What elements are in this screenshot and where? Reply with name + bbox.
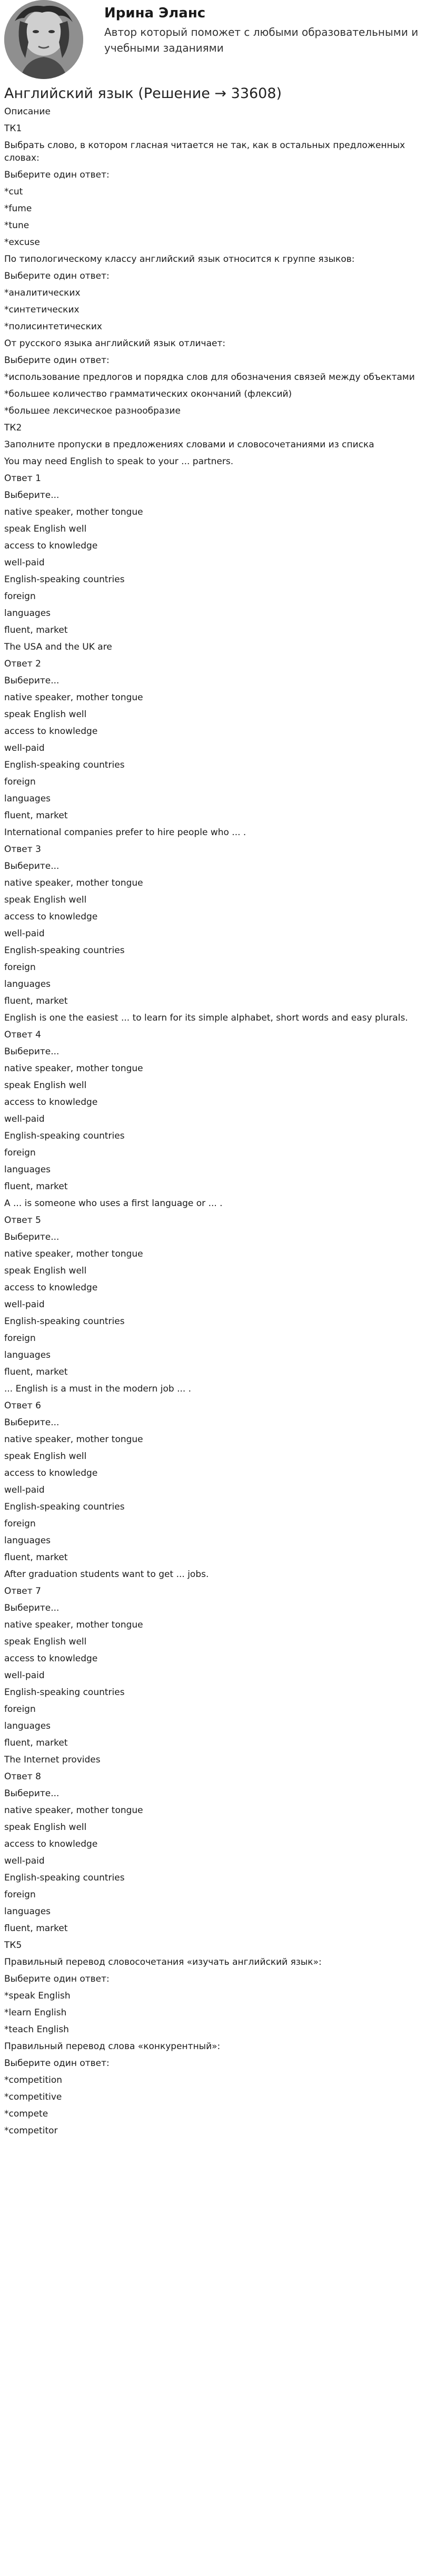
document-line: English-speaking countries — [4, 1873, 125, 1883]
document-line: speak English well — [4, 895, 87, 905]
document-line: ... English is a must in the modern job ... . — [4, 1384, 192, 1394]
document-line: English is one the easiest ... to learn for its simple alphabet, short words and easy plurals. — [4, 1013, 408, 1023]
document-line: foreign — [4, 1519, 36, 1529]
document-line: access to knowledge — [4, 1468, 98, 1478]
document-line: well-paid — [4, 1856, 45, 1866]
document-line: foreign — [4, 1889, 36, 1900]
document-line: Ответ 5 — [4, 1215, 41, 1226]
document-line: ТК2 — [4, 423, 22, 433]
document-line: well-paid — [4, 743, 45, 753]
document-line: access to knowledge — [4, 1653, 98, 1664]
document-line: Правильный перевод слова «конкурентный»: — [4, 2041, 221, 2052]
document-line: *competitor — [4, 2126, 58, 2136]
document-line: *синтетических — [4, 305, 80, 315]
document-line: Ответ 7 — [4, 1586, 41, 1596]
document-line: Ответ 2 — [4, 659, 41, 669]
document-line: English-speaking countries — [4, 945, 125, 956]
document-line: *learn English — [4, 2007, 67, 2018]
document-line: languages — [4, 1906, 51, 1917]
document-line: languages — [4, 1350, 51, 1360]
document-line: *tune — [4, 220, 29, 231]
document-line: speak English well — [4, 709, 87, 720]
author-name: Ирина Эланс — [104, 5, 206, 21]
document-line: foreign — [4, 1333, 36, 1344]
document-line: Выберите... — [4, 1788, 60, 1799]
document-line: native speaker, mother tongue — [4, 1063, 143, 1074]
document-line: Выберите... — [4, 861, 60, 871]
document-line: *fume — [4, 203, 32, 214]
document-line: languages — [4, 1164, 51, 1175]
document-line: well-paid — [4, 1299, 45, 1310]
document-line: Выберите один ответ: — [4, 355, 110, 366]
document-line: Выберите... — [4, 1603, 60, 1613]
document-line: Выберите один ответ: — [4, 2058, 110, 2069]
document-line: The Internet provides — [4, 1755, 101, 1765]
document-line: native speaker, mother tongue — [4, 878, 143, 888]
document-line: fluent, market — [4, 1552, 68, 1563]
document-line: access to knowledge — [4, 1282, 98, 1293]
document-line: native speaker, mother tongue — [4, 1249, 143, 1259]
document-line: fluent, market — [4, 1923, 68, 1934]
document-line: Ответ 6 — [4, 1400, 41, 1411]
document-line: fluent, market — [4, 1181, 68, 1192]
document-line: native speaker, mother tongue — [4, 692, 143, 703]
document-line: *использование предлогов и порядка слов для обозначения связей между объектами — [4, 372, 415, 383]
document-line: *compete — [4, 2109, 48, 2119]
document-line: *большее количество грамматических окончаний (флексий) — [4, 389, 292, 399]
document-line: well-paid — [4, 1485, 45, 1495]
document-line: access to knowledge — [4, 912, 98, 922]
document-line: native speaker, mother tongue — [4, 507, 143, 517]
author-header — [0, 0, 446, 79]
document-line: Выберите один ответ: — [4, 170, 110, 180]
document-line: foreign — [4, 777, 36, 787]
document-line: Выберите один ответ: — [4, 1974, 110, 1984]
document-line: native speaker, mother tongue — [4, 1434, 143, 1445]
document-line: Ответ 4 — [4, 1030, 41, 1040]
document-line: Правильный перевод словосочетания «изучать английский язык»: — [4, 1957, 322, 1967]
document-line: native speaker, mother tongue — [4, 1805, 143, 1816]
document-line: speak English well — [4, 1266, 87, 1276]
document-line: Описание — [4, 106, 51, 117]
document-line: languages — [4, 794, 51, 804]
document-line: English-speaking countries — [4, 760, 125, 770]
document-line: ТК1 — [4, 123, 22, 134]
document-line: fluent, market — [4, 1367, 68, 1377]
document-line: Выбрать слово, в котором гласная читается не так, как в остальных предложенных словах: — [4, 140, 405, 163]
document-line: You may need English to speak to your ... partners. — [4, 456, 234, 467]
document-line: International companies prefer to hire people who ... . — [4, 827, 246, 838]
document-line: foreign — [4, 591, 36, 602]
document-line: foreign — [4, 1148, 36, 1158]
document-line: Выберите один ответ: — [4, 271, 110, 281]
document-line: fluent, market — [4, 625, 68, 635]
document-line: *competitive — [4, 2092, 62, 2102]
document-line: English-speaking countries — [4, 1131, 125, 1141]
document-line: speak English well — [4, 524, 87, 534]
document-line: native speaker, mother tongue — [4, 1620, 143, 1630]
document-line: languages — [4, 1721, 51, 1731]
document-line: After graduation students want to get ... jobs. — [4, 1569, 209, 1580]
document-line: Выберите... — [4, 1232, 60, 1242]
document-line: От русского языка английский язык отличает: — [4, 338, 226, 349]
document-line: Выберите... — [4, 1417, 60, 1428]
document-line: foreign — [4, 1704, 36, 1715]
document-line: English-speaking countries — [4, 1687, 125, 1698]
document-line: *teach English — [4, 2024, 69, 2035]
document-line: *полисинтетических — [4, 321, 102, 332]
document-line: languages — [4, 979, 51, 990]
document-line: The USA and the UK are — [4, 642, 112, 652]
document-line: *excuse — [4, 237, 40, 248]
document-line: English-speaking countries — [4, 574, 125, 585]
document-line: Выберите... — [4, 1046, 60, 1057]
document-line: fluent, market — [4, 1738, 68, 1748]
document-line: access to knowledge — [4, 1097, 98, 1108]
document-line: well-paid — [4, 1670, 45, 1681]
document-line: English-speaking countries — [4, 1502, 125, 1512]
document-line: well-paid — [4, 928, 45, 939]
avatar-portrait-icon — [4, 0, 83, 79]
document-line: A ... is someone who uses a first language or ... . — [4, 1198, 223, 1209]
document-line: fluent, market — [4, 996, 68, 1006]
document-line: Ответ 8 — [4, 1771, 41, 1782]
document-line: languages — [4, 608, 51, 619]
document-line: speak English well — [4, 1637, 87, 1647]
document-line: well-paid — [4, 557, 45, 568]
document-line: ТК5 — [4, 1940, 22, 1951]
document-line: access to knowledge — [4, 1839, 98, 1849]
document-line: Ответ 1 — [4, 473, 41, 484]
document-line: access to knowledge — [4, 726, 98, 737]
document-line: *cut — [4, 187, 23, 197]
document-line: English-speaking countries — [4, 1316, 125, 1327]
document-line: foreign — [4, 962, 36, 973]
document-line: Выберите... — [4, 490, 60, 501]
document-line: По типологическому классу английский язык относится к группе языков: — [4, 254, 355, 265]
document-line: *большее лексическое разнообразие — [4, 406, 181, 416]
document-line: fluent, market — [4, 810, 68, 821]
document-line: well-paid — [4, 1114, 45, 1124]
document-line: Ответ 3 — [4, 844, 41, 855]
document-line: speak English well — [4, 1822, 87, 1833]
document-line: access to knowledge — [4, 541, 98, 551]
document-line: speak English well — [4, 1080, 87, 1091]
document-line: languages — [4, 1535, 51, 1546]
page-title: Английский язык (Решение → 33608) — [4, 85, 282, 102]
document-line: speak English well — [4, 1451, 87, 1462]
document-line: Заполните пропуски в предложениях словами и словосочетаниями из списка — [4, 439, 374, 450]
document-line: *speak English — [4, 1991, 71, 2001]
document-body — [0, 103, 446, 2139]
document-line: Выберите... — [4, 675, 60, 686]
document-line: *competition — [4, 2075, 63, 2085]
document-line: *аналитических — [4, 288, 81, 298]
author-avatar — [4, 0, 83, 79]
author-description: Автор который поможет с любыми образовательными и учебными заданиями — [104, 26, 419, 54]
